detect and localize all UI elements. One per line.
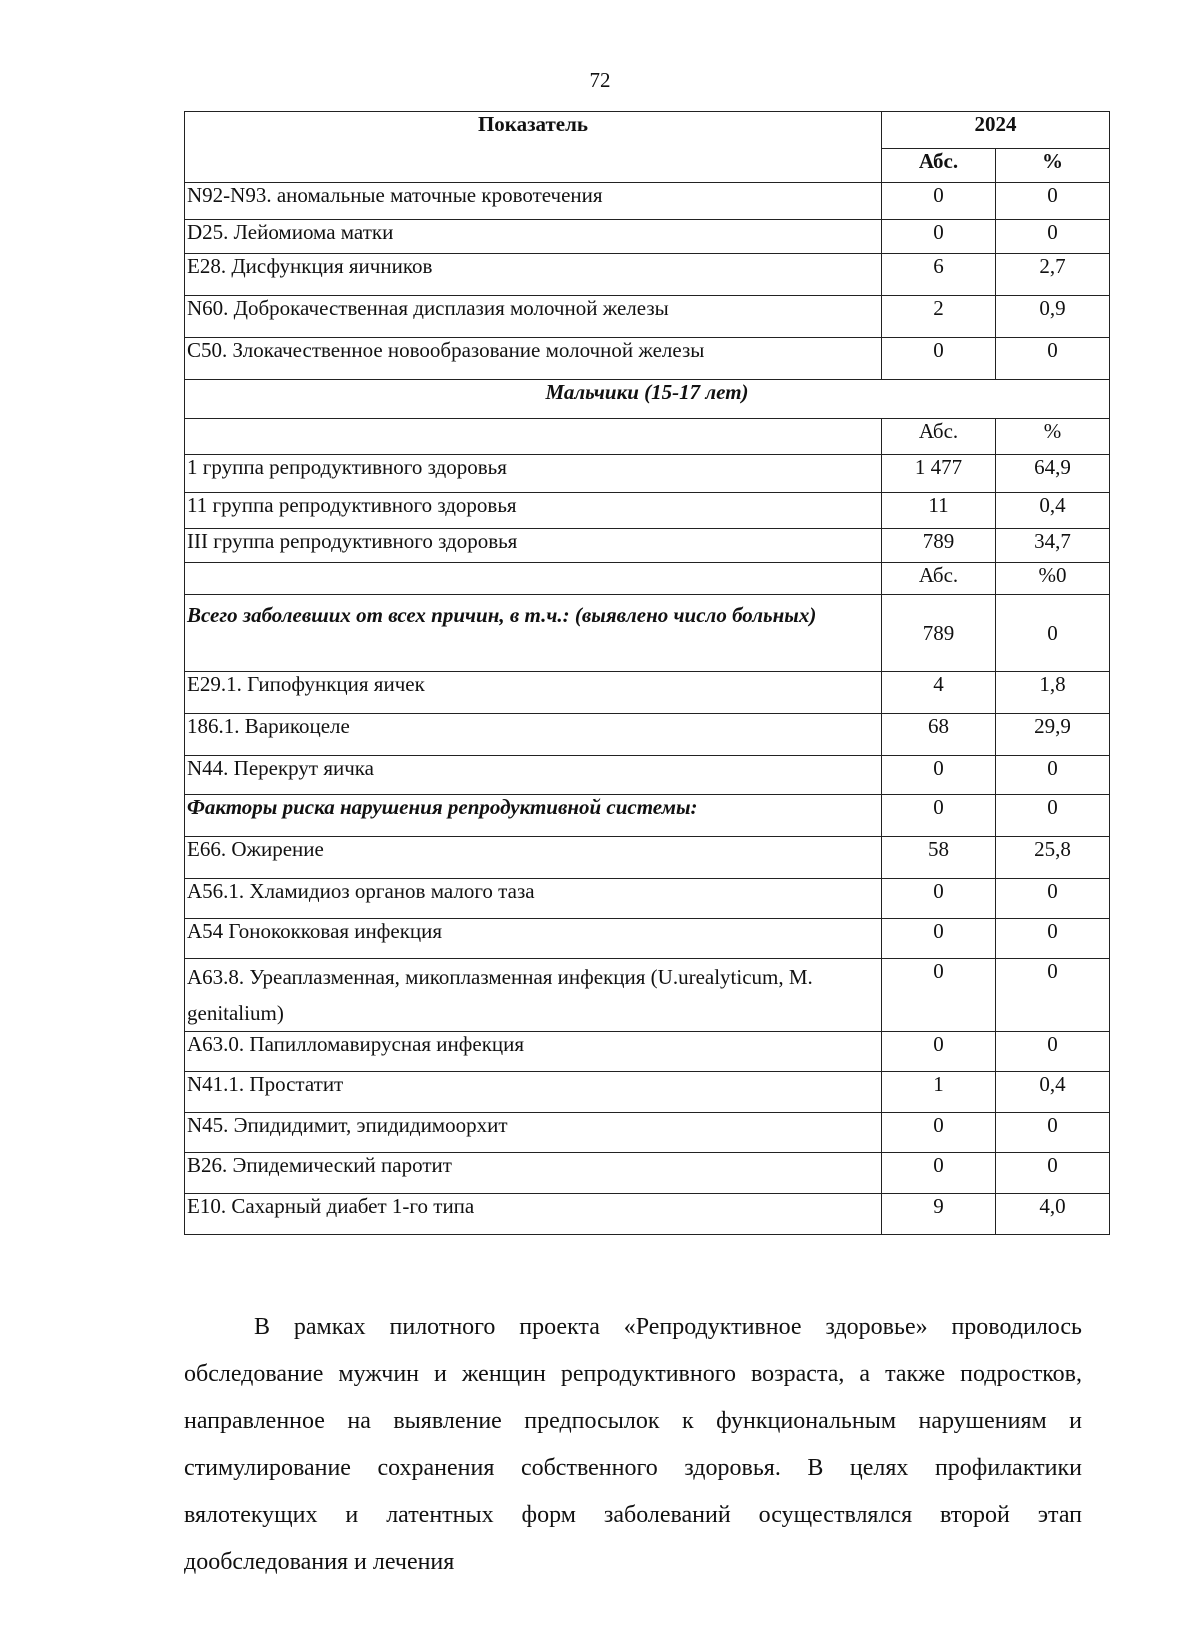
total-label: Всего заболевших от всех причин, в т.ч.: (выявлено число больных) [185,595,882,672]
row-pct: 0,4 [996,493,1110,529]
row-abs: 11 [882,493,996,529]
row-label: B26. Эпидемический паротит [185,1153,882,1194]
sub-header-abs: Абс. [882,419,996,455]
row-abs: 2 [882,296,996,338]
row-label: A63.0. Папилломавирусная инфекция [185,1032,882,1072]
row-abs: 1 [882,1072,996,1113]
table-row [185,296,1110,338]
row-label: A56.1. Хламидиоз органов малого таза [185,879,882,919]
row-pct: 0 [996,1113,1110,1153]
row-label: E66. Ожирение [185,837,882,879]
table-row [185,1072,1110,1113]
header-indicator: Показатель [185,112,882,183]
page-number: 72 [589,68,611,92]
table-row [185,1194,1110,1235]
sub-header-empty [185,419,882,455]
row-abs: 0 [882,959,996,1032]
row-label: 1 группа репродуктивного здоровья [185,455,882,493]
row-label: 11 группа репродуктивного здоровья [185,493,882,529]
row-abs: 0 [882,1113,996,1153]
row-pct: 0 [996,879,1110,919]
table-row [185,1113,1110,1153]
risk-abs: 0 [882,795,996,837]
table-row [185,837,1110,879]
total-abs: 789 [882,595,996,672]
table-row [185,220,1110,254]
row-pct: 64,9 [996,455,1110,493]
row-label: N92-N93. аномальные маточные кровотечения [185,183,882,220]
paragraph-text: В рамках пилотного проекта «Репродуктивное здоровье» проводилось обследование мужчин и женщин репродуктивного возраста, а также подростков, направленное на выявление предпосылок к функциональным нарушениям и стимулирование сохранения собственного здоровья. В целях профилактики вялотекущих и латентных форм заболеваний осуществлялся второй этап дообследования и лечения [184,1314,1082,1575]
row-label: E10. Сахарный диабет 1-го типа [185,1194,882,1235]
row-pct: 0 [996,338,1110,380]
row-abs: 4 [882,672,996,714]
risk-pct: 0 [996,795,1110,837]
table-row [185,959,1110,1032]
row-label: N45. Эпидидимит, эпидидимоорхит [185,1113,882,1153]
sub-header-pct: % [996,419,1110,455]
row-label: D25. Лейомиома матки [185,220,882,254]
risk-label: Факторы риска нарушения репродуктивной системы: [185,795,882,837]
row-pct: 0 [996,183,1110,220]
table-row [185,493,1110,529]
total-pct: 0 [996,595,1110,672]
row-pct: 1,8 [996,672,1110,714]
row-abs: 0 [882,1153,996,1194]
row-abs: 0 [882,338,996,380]
table-row [185,1032,1110,1072]
sub-header-abs: Абс. [882,563,996,595]
sub-header-row [185,419,1110,455]
row-abs: 0 [882,879,996,919]
header-abs: Абс. [882,148,996,182]
row-label: N60. Доброкачественная дисплазия молочной железы [185,296,882,338]
risk-row [185,795,1110,837]
header-year: 2024 [882,112,1110,149]
row-pct: 0 [996,220,1110,254]
row-label: C50. Злокачественное новообразование молочной железы [185,338,882,380]
table-row [185,183,1110,220]
row-pct: 0,9 [996,296,1110,338]
row-abs: 58 [882,837,996,879]
row-label: E29.1. Гипофункция яичек [185,672,882,714]
row-label: III группа репродуктивного здоровья [185,529,882,563]
body-paragraph [184,1304,1082,1586]
row-pct: 0 [996,756,1110,795]
statistics-table [184,111,1110,1235]
sub-header-pct: %0 [996,563,1110,595]
row-pct: 34,7 [996,529,1110,563]
header-pct: % [996,148,1110,182]
sub-header-empty [185,563,882,595]
row-label: N41.1. Простатит [185,1072,882,1113]
table-row [185,879,1110,919]
row-label: 186.1. Варикоцеле [185,714,882,756]
table-row [185,529,1110,563]
sub-header-row [185,563,1110,595]
section-row [185,380,1110,419]
row-pct: 2,7 [996,254,1110,296]
table-row [185,714,1110,756]
table-row [185,455,1110,493]
row-abs: 68 [882,714,996,756]
row-abs: 0 [882,1032,996,1072]
row-pct: 0 [996,959,1110,1032]
row-label: E28. Дисфункция яичников [185,254,882,296]
row-abs: 0 [882,756,996,795]
row-pct: 4,0 [996,1194,1110,1235]
table-row [185,1153,1110,1194]
row-pct: 29,9 [996,714,1110,756]
row-abs: 9 [882,1194,996,1235]
section-title: Мальчики (15-17 лет) [185,380,1110,419]
row-abs: 0 [882,183,996,220]
row-pct: 0,4 [996,1072,1110,1113]
table-row [185,254,1110,296]
table-row [185,672,1110,714]
row-label: N44. Перекрут яичка [185,756,882,795]
row-abs: 789 [882,529,996,563]
table-row [185,338,1110,380]
row-abs: 0 [882,919,996,959]
row-abs: 6 [882,254,996,296]
table-row [185,919,1110,959]
total-row [185,595,1110,672]
row-label: A63.8. Уреаплазменная, микоплазменная инфекция (U.urealyticum, M. genitalium) [185,959,882,1032]
row-pct: 25,8 [996,837,1110,879]
row-pct: 0 [996,1153,1110,1194]
row-label: A54 Гонококковая инфекция [185,919,882,959]
row-abs: 1 477 [882,455,996,493]
table-row [185,756,1110,795]
row-abs: 0 [882,220,996,254]
row-pct: 0 [996,919,1110,959]
row-pct: 0 [996,1032,1110,1072]
